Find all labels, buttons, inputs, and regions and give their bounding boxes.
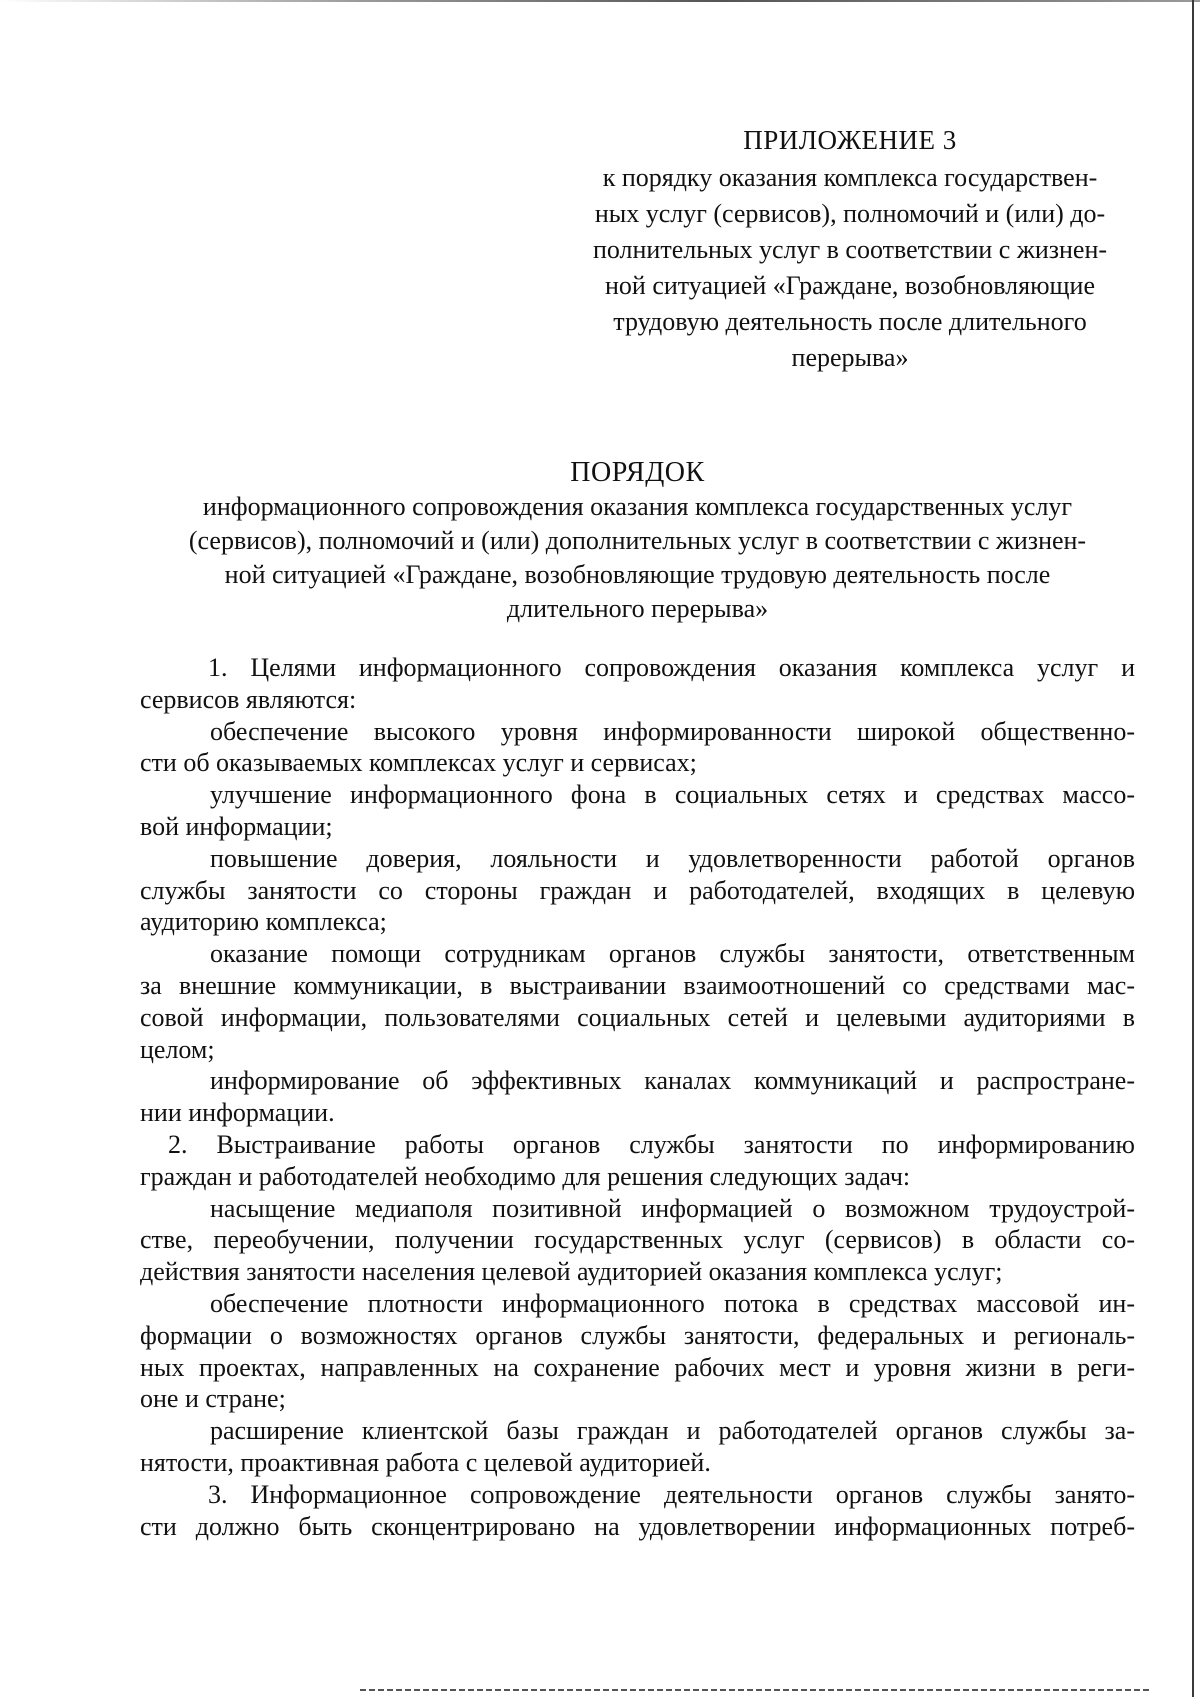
paragraph-1-line: 1. Целями информационного сопровождения оказания комплекса услуг и <box>208 653 1135 682</box>
list-item-line: аудиторию комплекса; <box>140 907 387 937</box>
list-item-line: службы занятости со стороны граждан и работодателей, входящих в целевую <box>140 875 1135 905</box>
subtitle-line: длительного перерыва» <box>506 594 769 623</box>
list-item-line: насыщение медиаполя позитивной информацией о возможном трудоустрой- <box>210 1193 1135 1223</box>
list-item-line: информирование об эффективных каналах коммуникаций и распростране- <box>210 1066 1135 1096</box>
scan-edge-bottom <box>360 1689 1150 1691</box>
document-heading <box>140 456 1135 626</box>
appendix-block <box>570 122 1130 376</box>
list-item-line: сти об оказываемых комплексах услуг и сервисах; <box>140 748 697 778</box>
appendix-line: ной ситуацией «Граждане, возобновляющие <box>604 271 1096 300</box>
subtitle-line: ной ситуацией «Граждане, возобновляющие трудовую деятельность после <box>224 560 1051 589</box>
paragraph-3-line: сти должно быть сконцентрировано на удовлетворении информационных потреб- <box>140 1511 1135 1541</box>
list-item-line: улучшение информационного фона в социальных сетях и средствах массо- <box>210 780 1135 810</box>
scan-edge-top <box>0 0 1200 2</box>
document-title: ПОРЯДОК <box>570 457 705 488</box>
list-item-line: стве, переобучении, получении государственных услуг (сервисов) в области со- <box>140 1225 1135 1255</box>
appendix-line: к порядку оказания комплекса государствен- <box>602 163 1098 192</box>
subtitle-line: информационного сопровождения оказания комплекса государственных услуг <box>202 492 1073 521</box>
subtitle-line: (сервисов), полномочий и (или) дополнительных услуг в соответствии с жизнен- <box>188 526 1087 555</box>
list-item-line: ных проектах, направленных на сохранение рабочих мест и уровня жизни в реги- <box>140 1352 1135 1382</box>
document-body <box>140 652 1135 1542</box>
list-item-line: оказание помощи сотрудникам органов службы занятости, ответственным <box>210 939 1135 969</box>
appendix-line: ных услуг (сервисов), полномочий и (или) до- <box>594 199 1106 228</box>
appendix-line: полнительных услуг в соответствии с жизнен- <box>592 235 1108 264</box>
list-item-line: оне и стране; <box>140 1384 286 1414</box>
list-item-line: целом; <box>140 1034 215 1064</box>
document-subtitle <box>140 490 1135 626</box>
paragraph-1-line: сервисов являются: <box>140 684 357 714</box>
paragraph-2-line: 2. Выстраивание работы органов службы занятости по информированию <box>168 1129 1135 1159</box>
list-item-line: совой информации, пользователями социальных сетей и целевыми аудиториями в <box>140 1002 1135 1032</box>
list-item-line: расширение клиентской базы граждан и работодателей органов службы за- <box>210 1416 1135 1446</box>
list-item-line: вой информации; <box>140 811 333 841</box>
paragraph-3-line: 3. Информационное сопровождение деятельности органов службы занято- <box>208 1479 1135 1509</box>
appendix-line: перерыва» <box>791 343 909 372</box>
appendix-title: ПРИЛОЖЕНИЕ 3 <box>743 125 957 155</box>
list-item-line: за внешние коммуникации, в выстраивании взаимоотношений со средствами мас- <box>140 970 1135 1000</box>
list-item-line: формации о возможностях органов службы занятости, федеральных и региональ- <box>140 1320 1135 1350</box>
paragraph-2-line: граждан и работодателей необходимо для решения следующих задач: <box>140 1161 911 1191</box>
list-item-line: нятости, проактивная работа с целевой аудиторией. <box>140 1447 711 1477</box>
appendix-lines <box>570 160 1130 376</box>
appendix-line: трудовую деятельность после длительного <box>613 307 1087 336</box>
list-item-line: повышение доверия, лояльности и удовлетворенности работой органов <box>210 843 1135 873</box>
list-item-line: обеспечение высокого уровня информированности широкой общественно- <box>210 716 1135 746</box>
list-item-line: действия занятости населения целевой аудиторией оказания комплекса услуг; <box>140 1257 1003 1287</box>
scan-edge-right <box>1192 0 1194 1697</box>
list-item-line: обеспечение плотности информационного потока в средствах массовой ин- <box>210 1288 1135 1318</box>
list-item-line: нии информации. <box>140 1098 335 1128</box>
